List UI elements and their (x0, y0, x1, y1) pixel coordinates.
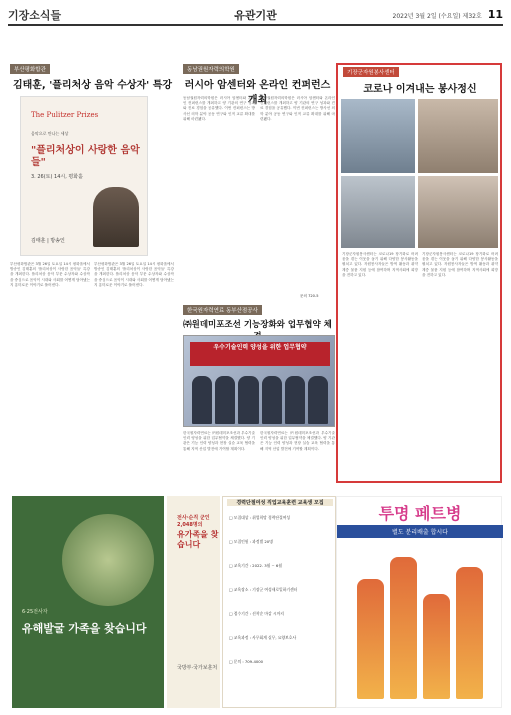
ad-pet-bottle[interactable] (336, 496, 502, 708)
issue-info: 2022년 3월 2일 (수요일) 제32호 11 (392, 8, 503, 21)
col2-headline-bottom[interactable]: ㈜원데미포조선 기능장화와 업무협약 체 (183, 320, 332, 330)
volunteer-photo-4 (418, 176, 498, 248)
ad1-caption: 6·25전사자 (22, 609, 48, 615)
col2-byline: 문의 720-5 (300, 294, 319, 298)
masthead (8, 4, 503, 26)
col3-body-a: 기장군자원봉사센터는 코로나19 장기화로 어려움을 겪는 이웃을 돕기 위해 다양한 봉사활동을 펼치고 있다. 자원봉사자들은 방역 활동과 취약계층 물품 지원 등에 참여하며 지역사회에 희망을 전하고 있다. (342, 252, 418, 277)
col2-tag-top: 동남권원자력의학원 (183, 64, 239, 74)
ad2-main: 유가족을 찾습니다 (177, 530, 219, 549)
notice-item: □ 모집인원 : 과정별 20명 (229, 539, 273, 544)
ad1-title: 유해발굴 가족을 찾습니다 (22, 622, 147, 635)
book-date: 3. 26(토) 14시, 평화홀 (31, 174, 83, 180)
training-notice[interactable] (222, 496, 336, 708)
bottle-icons (357, 549, 483, 699)
ad2-sub: 국방부·국가보훈처 (177, 665, 218, 671)
mou-photo (183, 335, 335, 427)
volunteer-photo-2 (418, 99, 498, 173)
notice-item: □ 모집대상 : 취업희망 경력단절여성 (229, 515, 291, 520)
page-number: 11 (487, 8, 503, 21)
volunteer-photo-1 (341, 99, 415, 173)
section-name: 기장소식들 (8, 9, 62, 22)
col3-tag: 기장군자원봉사센터 (343, 67, 399, 77)
ad3-sub: 별도 분리배출 합시다 (337, 525, 503, 538)
book-poster (20, 96, 148, 256)
book-subtitle: 음악으로 만나는 세상 (31, 131, 69, 136)
col3-headline[interactable]: 코로나 이겨내는 봉사정신 (363, 84, 477, 95)
ad2-top: 전사·순직 군인 2,048명의 (177, 515, 210, 528)
col3-body-b: 기장군자원봉사센터는 코로나19 장기화로 어려움을 겪는 이웃을 돕기 위해 다양한 봉사활동을 펼치고 있다. 자원봉사자들은 방역 활동과 취약계층 물품 지원 등에 참여하며 지역사회에 희망을 전하고 있다. (422, 252, 498, 277)
notice-item: □ 교육장소 : 기장군 여성새로일하기센터 (229, 587, 298, 592)
col2-headline-top[interactable]: 러시아 암센터와 온라인 컨퍼런스 개최 (184, 80, 331, 106)
col2-body-top-b: 동남권원자력의학원은 러시아 암센터와 온라인 컨퍼런스를 개최하고 양 기관의 연구 성과와 진료 경험을 공유했다. 이번 컨퍼런스는 방사선 의학 분야 공동 연구와 인적 교류 확대를 위해 마련됐다. (260, 96, 335, 121)
author-photo (93, 187, 139, 247)
ad-family-search-text (167, 496, 220, 708)
mou-people (192, 376, 328, 424)
mou-banner: 우수기술인력 양성을 위한 업무협약 (190, 342, 330, 366)
section-title: 유관기관 (234, 9, 277, 22)
col2-body-top-a: 동남권원자력의학원은 러시아 암센터와 온라인 컨퍼런스를 개최하고 양 기관의 연구 성과와 진료 경험을 공유했다. 이번 컨퍼런스는 방사선 의학 분야 공동 연구와 인적 교류 확대를 위해 마련됐다. (183, 96, 255, 121)
notice-item: □ 접수기간 : 선착순 마감 시까지 (229, 611, 284, 616)
book-title-en: The Pulitzer Prizes (31, 111, 99, 119)
notice-item: □ 교육기간 : 2022. 3월 ~ 6월 (229, 563, 282, 568)
col1-body-a: 부산평화합관은 3월 26일 토요일 14시 평화홀에서 방송인 김태훈의 '플리처상이 사랑한 음악들' 특강을 개최한다. 플리처상 음악 부문 수상자와 수상작을 중심으로 음악이 시대와 사회를 어떻게 담아냈는지 흥미로운 이야기로 풀어낸다. (10, 262, 90, 287)
book-author: 김태훈 | 방송인 (31, 238, 65, 244)
ad3-title: 투명 페트병 (378, 504, 462, 523)
book-main-title: "플리처상이 사랑한 음악들" (31, 145, 140, 168)
ad1-emblem (62, 514, 154, 606)
col1-tag: 부산평화합관 (10, 64, 50, 74)
col2-body-bottom-b: 한국원자력연료는 ㈜원데미포조선과 우수기술인력 양성을 위한 업무협약을 체결했다. 양 기관은 기능 인력 양성과 현장 실습 교육 협력을 통해 지역 산업 발전에 기여할 계획이다. (260, 431, 335, 451)
col2-tag-bottom: 한국원자력연료 동부산점공사 (183, 305, 262, 315)
col1-headline[interactable]: 김태훈, '플리처상 음악 수상자' 특강 (12, 80, 173, 91)
ad-remains-search[interactable] (12, 496, 164, 708)
col1-body-b: 부산평화합관은 3월 26일 토요일 14시 평화홀에서 방송인 김태훈의 '플리처상이 사랑한 음악들' 특강을 개최한다. 플리처상 음악 부문 수상자와 수상작을 중심으로 음악이 시대와 사회를 어떻게 담아냈는지 흥미로운 이야기로 풀어낸다. (94, 262, 174, 287)
notice-item: □ 문의 : 709-4000 (229, 659, 264, 664)
notice-item: □ 교육과정 : 사무회계 실무, 요양보호사 (229, 635, 297, 640)
volunteer-photo-3 (341, 176, 415, 248)
notice-title: 경력단절여성 직업교육훈련 교육생 모집 (227, 499, 333, 506)
col2-body-bottom-a: 한국원자력연료는 ㈜원데미포조선과 우수기술인력 양성을 위한 업무협약을 체결했다. 양 기관은 기능 인력 양성과 현장 실습 교육 협력을 통해 지역 산업 발전에 기여할 계획이다. (183, 431, 255, 451)
